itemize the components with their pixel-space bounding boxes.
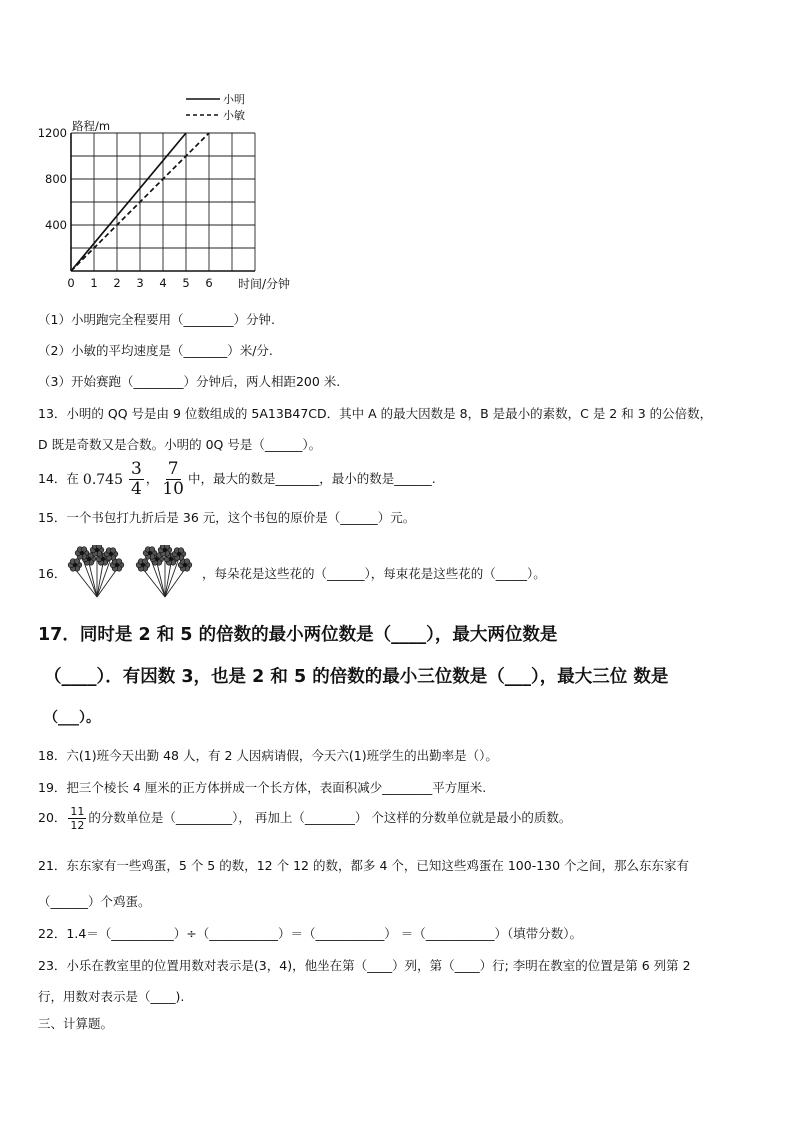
flower-center: [115, 563, 119, 567]
bouquet-right: [136, 545, 192, 597]
legend-label-xiaomin: 小敏: [223, 109, 245, 122]
question-17-line-2: （____）．有因数 3，也是 2 和 5 的倍数的最小三位数是（___），最大三位 数是: [44, 667, 669, 687]
section-3-heading: 三、计算题。: [38, 1016, 114, 1031]
x-tick-label: 2: [113, 276, 121, 290]
y-tick-label: 400: [45, 218, 67, 232]
fraction-numerator: 11: [70, 805, 85, 818]
x-tick-label: 4: [159, 276, 167, 290]
question-12-part-1: （1）小明跑完全程要用（________）分钟.: [38, 312, 275, 327]
question-20-fraction: [68, 806, 86, 831]
flower-center: [109, 552, 113, 556]
flower-icon: [158, 545, 172, 556]
flower-center: [148, 551, 152, 555]
chart-grid: [71, 133, 255, 271]
question-21-line-2: （______）个鸡蛋。: [38, 894, 151, 909]
flower-center: [155, 557, 159, 561]
fraction-denominator: 10: [162, 479, 184, 499]
x-tick-label: 3: [136, 276, 144, 290]
question-17-line-1: 17．同时是 2 和 5 的倍数的最小两位数是（____），最大两位数是: [38, 625, 558, 645]
question-14-fraction-2: [160, 461, 186, 498]
x-tick-label: 0: [67, 276, 75, 290]
question-17-line-3: （___）。: [44, 710, 100, 726]
question-14-decimal: 0.745: [82, 471, 123, 488]
question-21-line-1: 21．东东家有一些鸡蛋，5 个 5 的数，12 个 12 的数，都多 4 个，已知这些鸡蛋在 100-130 个之间，那么东东家有: [38, 858, 690, 873]
fraction-denominator: 4: [131, 479, 142, 499]
flower-icon: [178, 559, 192, 572]
question-18: 18．六(1)班今天出勤 48 人，有 2 人因病请假，今天六(1)班学生的出勤率是（）。: [38, 748, 498, 763]
flower-center: [163, 548, 167, 552]
flower-icon: [136, 559, 150, 572]
flower-stem: [97, 563, 103, 597]
flower-icon: [110, 559, 124, 572]
question-16-number: 16．: [38, 566, 67, 581]
flower-center: [169, 557, 173, 561]
question-20-text: 的分数单位是（_________）， 再加上（________） 个这样的分数单位就是最小的质数。: [88, 810, 572, 826]
x-tick-label: 6: [205, 276, 213, 290]
flower-icon: [143, 547, 157, 560]
flower-bouquets-illustration: [63, 545, 199, 603]
flower-icon: [90, 545, 104, 556]
legend: [186, 92, 245, 122]
y-axis-label: 路程/m: [72, 119, 111, 133]
question-20: [38, 806, 571, 831]
question-13-line-2: D 既是奇数又是合数。小明的 0Q 号是（______）。: [38, 437, 322, 452]
question-19: 19．把三个棱长 4 厘米的正方体拼成一个长方体，表面积减少________平方厘米.: [38, 780, 487, 795]
x-axis-label: 时间/分钟: [238, 277, 291, 291]
flower-center: [177, 552, 181, 556]
question-14-text: 中，最大的数是_______，最小的数是______.: [187, 471, 436, 487]
bouquet-left: [68, 545, 124, 597]
flower-stem: [165, 569, 185, 597]
question-14-prefix: 14．在: [38, 471, 79, 487]
question-14-separator: ，: [145, 471, 159, 487]
question-14-fraction-1: [129, 461, 144, 498]
flower-center: [183, 563, 187, 567]
question-16-text: ，每朵花是这些花的（______），每束花是这些花的（_____）。: [202, 566, 546, 581]
y-tick-label: 800: [45, 172, 67, 186]
question-14: [38, 461, 436, 498]
fraction-numerator: 7: [167, 459, 179, 479]
y-tick-label: 1200: [37, 126, 67, 140]
distance-time-chart: [30, 86, 360, 296]
y-tick-labels: [38, 126, 67, 232]
x-tick-labels: [67, 276, 212, 290]
flower-center: [95, 548, 99, 552]
question-23-line-2: 行，用数对表示是（____).: [38, 989, 185, 1004]
flower-stem: [97, 569, 117, 597]
fraction-denominator: 12: [70, 819, 85, 832]
question-15: 15．一个书包打九折后是 36 元，这个书包的原价是（______）元。: [38, 510, 416, 525]
x-tick-label: 5: [182, 276, 190, 290]
flower-icon: [172, 548, 186, 561]
question-20-number: 20．: [38, 810, 67, 826]
flower-center: [80, 551, 84, 555]
question-13-line-1: 13．小明的 QQ 号是由 9 位数组成的 5A13B47CD．其中 A 的最大因数是 8，B 是最小的素数，C 是 2 和 3 的公倍数，: [38, 406, 713, 421]
fraction-numerator: 3: [131, 459, 142, 479]
flower-stem: [165, 563, 171, 597]
question-12-part-2: （2）小敏的平均速度是（_______）米/分.: [38, 343, 273, 358]
flower-icon: [68, 559, 82, 572]
question-22: 22．1.4＝（__________）÷（___________）＝（___________） ＝（___________）（填带分数）。: [38, 926, 582, 941]
flower-center: [141, 563, 145, 567]
flower-center: [87, 557, 91, 561]
flower-icon: [75, 547, 89, 560]
legend-label-xiaoming: 小明: [223, 93, 245, 106]
question-23-line-1: 23．小乐在教室里的位置用数对表示是(3，4)，他坐在第（____）列，第（____）行; 李明在教室的位置是第 6 列第 2: [38, 958, 691, 973]
flower-center: [73, 563, 77, 567]
flower-icon: [104, 548, 118, 561]
flower-center: [101, 557, 105, 561]
question-12-part-3: （3）开始赛跑（________）分钟后，两人相距200 米.: [38, 374, 341, 389]
x-tick-label: 1: [90, 276, 98, 290]
